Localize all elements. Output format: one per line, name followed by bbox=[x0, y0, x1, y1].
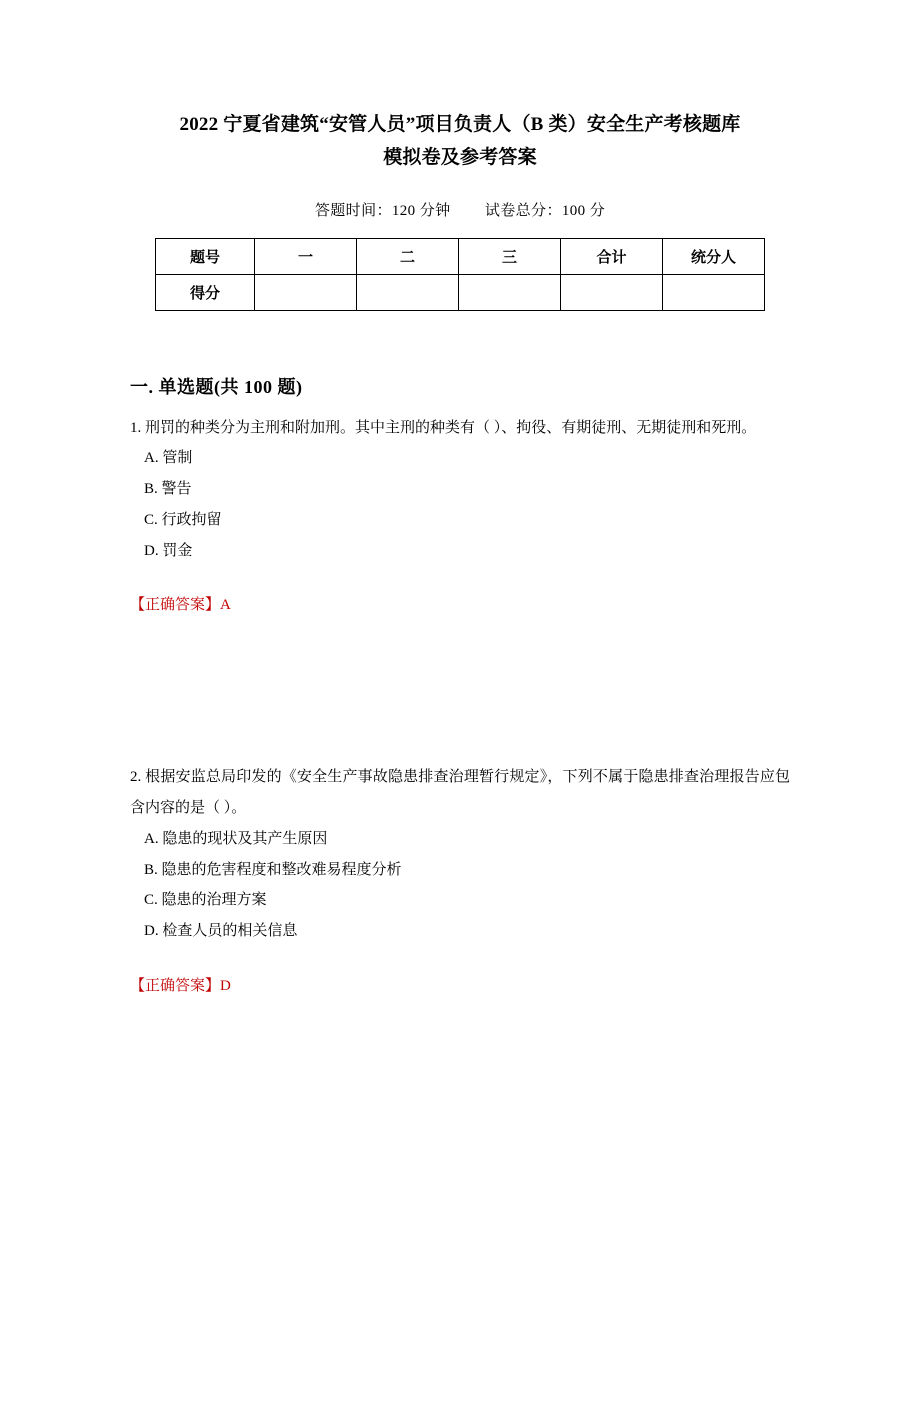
question-1-answer bbox=[130, 590, 790, 620]
exam-total-score: 试卷总分：100 分 bbox=[484, 202, 606, 219]
question-1-option-c: C. 行政拘留 bbox=[144, 511, 222, 528]
page-title-line1: 2022 宁夏省建筑“安管人员”项目负责人（B 类）安全生产考核题库 bbox=[179, 114, 741, 135]
question-1-option-b: B. 警告 bbox=[144, 481, 192, 497]
score-table bbox=[155, 238, 765, 311]
question-1-option-a: A. 管制 bbox=[144, 450, 193, 467]
question-1-answer-label: 【正确答案】 bbox=[130, 597, 221, 614]
question-2-answer bbox=[130, 971, 790, 1001]
score-cell-5 bbox=[663, 274, 765, 310]
question-2 bbox=[130, 762, 790, 1001]
question-1-option-d: D. 罚金 bbox=[144, 542, 193, 559]
question-2-answer-label: 【正确答案】 bbox=[130, 977, 221, 994]
question-gap-spacer bbox=[130, 620, 790, 748]
section-title-single-choice: 一. 单选题(共 100 题) bbox=[130, 376, 303, 397]
score-cell-4 bbox=[561, 274, 663, 310]
question-2-answer-value: D bbox=[220, 977, 231, 994]
page-title bbox=[130, 108, 790, 175]
score-table-header-1: 一 bbox=[255, 238, 357, 274]
question-2-option-c: C. 隐患的治理方案 bbox=[144, 892, 267, 909]
question-1 bbox=[130, 413, 790, 621]
score-table-header-0: 题号 bbox=[156, 238, 255, 274]
question-2-stem: 2. 根据安监总局印发的《安全生产事故隐患排查治理暂行规定》，下列不属于隐患排查治理报告应包含内容的是（ ）。 bbox=[130, 769, 790, 816]
document-page bbox=[0, 108, 920, 1410]
score-cell-1 bbox=[255, 274, 357, 310]
question-1-stem: 1. 刑罚的种类分为主刑和附加刑。其中主刑的种类有（ ）、拘役、有期徒刑、无期徒刑和死刑。 bbox=[130, 419, 757, 436]
exam-meta bbox=[130, 199, 790, 220]
page-title-line2: 模拟卷及参考答案 bbox=[383, 147, 537, 169]
exam-time: 答题时间：120 分钟 bbox=[314, 202, 451, 219]
table-row-header bbox=[156, 238, 765, 274]
question-2-option-a: A. 隐患的现状及其产生原因 bbox=[144, 830, 328, 847]
score-table-header-4: 合计 bbox=[561, 238, 663, 274]
score-table-row-label: 得分 bbox=[156, 274, 255, 310]
score-table-header-5: 统分人 bbox=[663, 238, 765, 274]
question-1-answer-value: A bbox=[220, 597, 231, 614]
score-table-header-3: 三 bbox=[459, 238, 561, 274]
question-2-option-d: D. 检查人员的相关信息 bbox=[144, 923, 298, 939]
table-row bbox=[156, 274, 765, 310]
score-table-header-2: 二 bbox=[357, 238, 459, 274]
score-cell-3 bbox=[459, 274, 561, 310]
question-2-option-b: B. 隐患的危害程度和整改难易程度分析 bbox=[144, 861, 402, 878]
score-cell-2 bbox=[357, 274, 459, 310]
